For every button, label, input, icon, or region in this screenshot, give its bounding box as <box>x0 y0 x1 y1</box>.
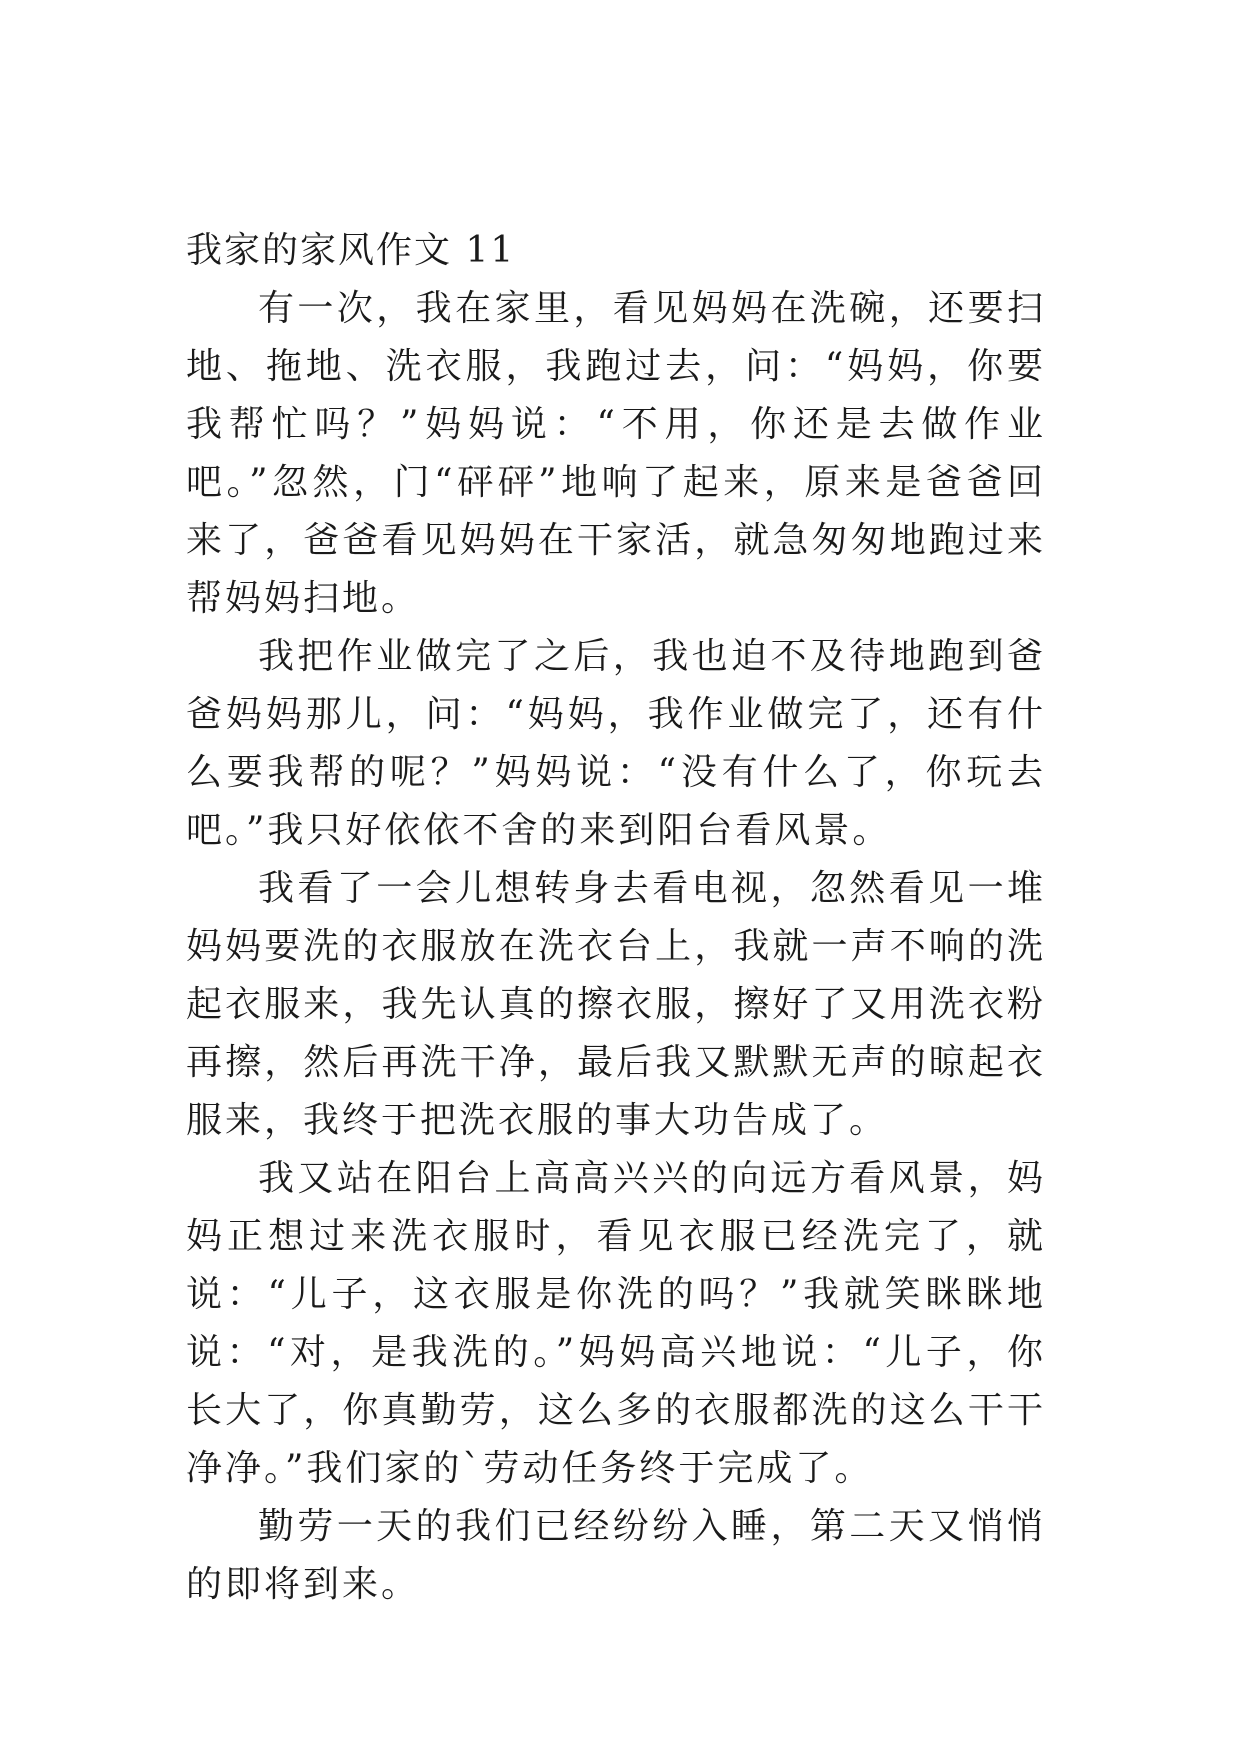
paragraph-1: 有一次，我在家里，看见妈妈在洗碗，还要扫地、拖地、洗衣服，我跑过去，问：“妈妈，你要我帮忙吗？”妈妈说：“不用，你还是去做作业吧。”忽然，门“砰砰”地响了起来，原来是爸爸回来了，爸爸看见妈妈在干家活，就急匆匆地跑过来帮妈妈扫地。 <box>186 288 1046 619</box>
document-title: 我家的家风作文 11 <box>186 230 516 271</box>
paragraph-2: 我把作业做完了之后，我也迫不及待地跑到爸爸妈妈那儿，问：“妈妈，我作业做完了，还有什么要我帮的呢？”妈妈说：“没有什么了，你玩去吧。”我只好依依不舍的来到阳台看风景。 <box>186 636 1046 851</box>
document-body <box>186 222 1046 1614</box>
paragraph-4: 我又站在阳台上高高兴兴的向远方看风景，妈妈正想过来洗衣服时，看见衣服已经洗完了，就说：“儿子，这衣服是你洗的吗？”我就笑眯眯地说：“对，是我洗的。”妈妈高兴地说：“儿子，你长大了，你真勤劳，这么多的衣服都洗的这么干干净净。”我们家的`劳动任务终于完成了。 <box>186 1158 1046 1489</box>
paragraph-5: 勤劳一天的我们已经纷纷入睡，第二天又悄悄的即将到来。 <box>186 1506 1046 1605</box>
paragraph-3: 我看了一会儿想转身去看电视，忽然看见一堆妈妈要洗的衣服放在洗衣台上，我就一声不响的洗起衣服来，我先认真的擦衣服，擦好了又用洗衣粉再擦，然后再洗干净，最后我又默默无声的晾起衣服来，我终于把洗衣服的事大功告成了。 <box>186 868 1046 1141</box>
